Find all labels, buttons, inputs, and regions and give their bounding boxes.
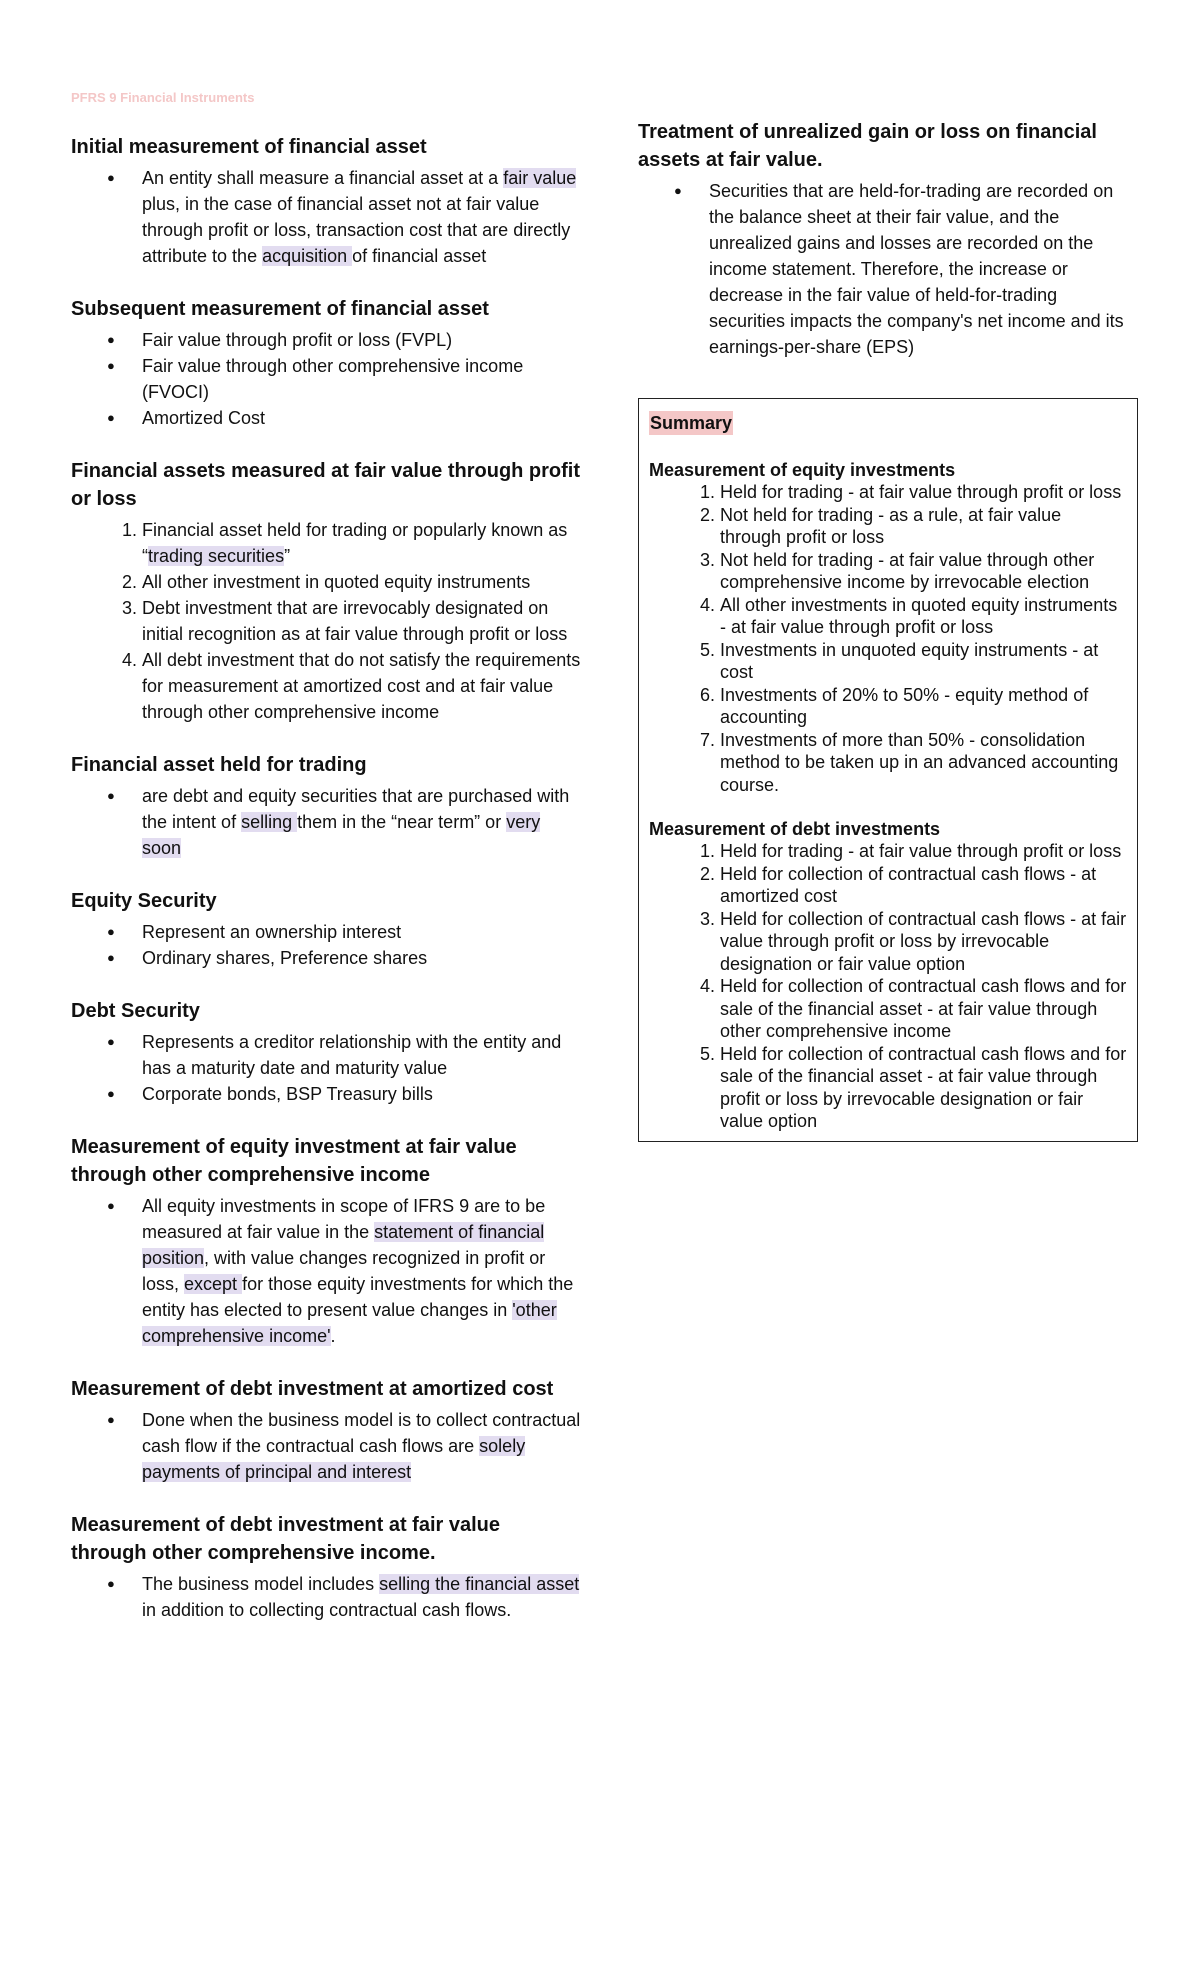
text: in addition to collecting contractual cash flows. [142,1600,512,1620]
debt-list [649,840,1127,1133]
highlight: selling [241,812,298,832]
list-item [142,517,581,569]
summary-box [638,398,1138,1142]
section-equity-fvoci [71,1133,581,1349]
right-column [638,118,1138,1142]
section-debt-security [71,997,581,1107]
list-item: 3. Held for collection of contractual cash flows - at fair value through profit or loss by irrevocable designation or fair value option [720,908,1127,976]
list-item: 3. Not held for trading - at fair value through other comprehensive income by irrevocable election [720,549,1127,594]
list-item: 4. Held for collection of contractual cash flows and for sale of the financial asset - at fair value through other comprehensive income [720,975,1127,1043]
section-equity-security [71,887,581,971]
summary-title: Summary [650,413,733,433]
text: are debt and equity securities that are purchased with the intent of [142,786,570,832]
equity-list [649,481,1127,796]
section-debt-amortized [71,1375,581,1485]
summary-equity-title: Measurement of equity investments [649,460,956,480]
section-fvpl [71,457,581,725]
left-column [71,133,581,1649]
list-item: ● Fair value through other comprehensive income (FVOCI) [142,353,581,405]
section-title: Initial measurement of financial asset [71,136,427,158]
list-item: 7. Investments of more than 50% - consolidation method to be taken up in an advanced accounting course. [720,729,1127,797]
text: , with value changes recognized in profit or loss, [142,1248,546,1294]
text: of financial asset [352,246,487,266]
list-item [142,165,581,269]
list-item: 2. Held for collection of contractual cash flows - at amortized cost [720,863,1127,908]
section-subsequent-measurement [71,295,581,431]
list-item: 4. All debt investment that do not satisfy the requirements for measurement at amortized cost and at fair value through other comprehensive income [142,647,581,725]
section-title: Debt Security [71,1000,200,1022]
highlight: statement of financial position [142,1222,545,1268]
list-item: 5. Investments in unquoted equity instruments - at cost [720,639,1127,684]
summary-debt-title: Measurement of debt investments [649,819,941,839]
list-item: ● Corporate bonds, BSP Treasury bills [142,1081,581,1107]
list-item: ● Ordinary shares, Preference shares [142,945,581,971]
document-header: PFRS 9 Financial Instruments [71,90,255,105]
text: ” [284,546,291,566]
highlight: selling the financial asset [379,1574,580,1594]
list-item: ● Fair value through profit or loss (FVPL) [142,327,581,353]
list-item: 4. All other investments in quoted equity instruments - at fair value through profit or loss [720,594,1127,639]
section-title: Financial asset held for trading [71,754,367,776]
highlight: 'other comprehensive income' [142,1300,557,1346]
highlight: trading securities [148,546,285,566]
section-title: Measurement of debt investment at fair value through other comprehensive income. [71,1514,501,1564]
bullet-list [71,1193,581,1349]
list-item: ● Represents a creditor relationship with the entity and has a maturity date and maturity value [142,1029,581,1081]
section-title: Equity Security [71,890,217,912]
list-item [142,1571,581,1623]
text: plus, in the case of financial asset not at fair value through profit or loss, transaction cost that are directly attribute to the [142,194,571,266]
section-title: Treatment of unrealized gain or loss on financial assets at fair value. [638,121,1097,171]
highlight: fair value [503,168,577,188]
list-item: 2. Not held for trading - as a rule, at fair value through profit or loss [720,504,1127,549]
list-item: 5. Held for collection of contractual cash flows and for sale of the financial asset - at fair value through profit or loss by irrevocable designation or fair value option [720,1043,1127,1133]
text: All equity investments in scope of IFRS 9 are to be measured at fair value in the [142,1196,546,1242]
text: The business model includes [142,1574,380,1594]
section-title: Financial assets measured at fair value through profit or loss [71,460,581,510]
list-item: 2. All other investment in quoted equity instruments [142,569,581,595]
bullet-list [71,1407,581,1485]
bullet-list [71,1029,581,1107]
text: An entity shall measure a financial asset at a [142,168,504,188]
list-item: 1. Held for trading - at fair value through profit or loss [720,840,1127,863]
bullet-list [71,783,581,861]
section-title: Measurement of equity investment at fair value through other comprehensive income [71,1136,517,1186]
text: Done when the business model is to collect contractual cash flow if the contractual cash flows are [142,1410,581,1456]
list-item: ● Securities that are held-for-trading are recorded on the balance sheet at their fair value, and the unrealized gains and losses are recorded on the income statement. Therefore, the increase or decrease in the fair value of held-for-trading securities impacts the company's net income and its earnings-per-share (EPS) [709,178,1138,360]
highlight: except [184,1274,243,1294]
section-treatment-unrealized [638,118,1138,360]
text: them in the “near term” or [297,812,507,832]
highlight: very soon [142,812,541,858]
bullet-list [71,919,581,971]
highlight: solely payments of principal and interest [142,1436,526,1482]
bullet-list [71,165,581,269]
list-item [142,1193,581,1349]
bullet-list [71,327,581,431]
section-title: Measurement of debt investment at amortized cost [71,1378,554,1400]
section-title: Subsequent measurement of financial asset [71,298,489,320]
section-held-for-trading [71,751,581,861]
list-item: ● Represent an ownership interest [142,919,581,945]
section-initial-measurement [71,133,581,269]
numbered-list [71,517,581,725]
text: Financial asset held for trading or popularly known as “ [142,520,568,566]
bullet-list [71,1571,581,1623]
text: . [330,1326,336,1346]
text: for those equity investments for which the entity has elected to present value changes in [142,1274,574,1320]
list-item [142,1407,581,1485]
list-item: 3. Debt investment that are irrevocably designated on initial recognition as at fair value through profit or loss [142,595,581,647]
section-debt-fvoci [71,1511,581,1623]
list-item [142,783,581,861]
list-item: ● Amortized Cost [142,405,581,431]
list-item: 6. Investments of 20% to 50% - equity method of accounting [720,684,1127,729]
highlight: acquisition [262,246,353,266]
list-item: 1. Held for trading - at fair value through profit or loss [720,481,1127,504]
bullet-list [638,178,1138,360]
